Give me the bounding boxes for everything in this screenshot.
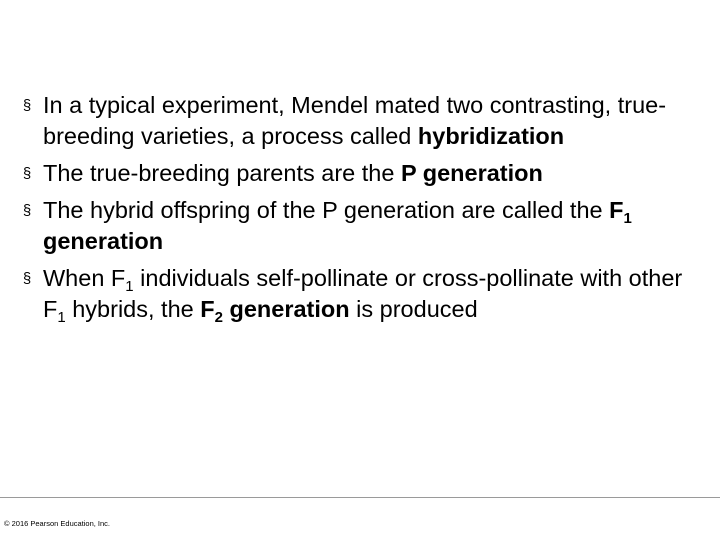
bullet-text: The true-breeding parents are the bbox=[43, 160, 401, 186]
bullet-item-f1-generation bbox=[20, 195, 700, 257]
bullet-item-f2-generation bbox=[20, 263, 700, 325]
subscript: 1 bbox=[57, 309, 66, 326]
bullet-text: The hybrid offspring of the P generation are called the bbox=[43, 197, 610, 223]
bullet-list bbox=[20, 90, 700, 331]
bullet-item-p-generation bbox=[20, 158, 700, 189]
section-bullet-icon bbox=[20, 263, 34, 294]
section-bullet-icon bbox=[20, 90, 34, 121]
bullet-item-hybridization bbox=[20, 90, 700, 152]
bullet-text: hybrids, the bbox=[65, 296, 201, 322]
footer-divider bbox=[0, 497, 720, 498]
key-term: $F_2$ generation bbox=[200, 296, 350, 326]
subscript: 1 bbox=[125, 278, 134, 295]
copyright-notice: © 2016 Pearson Education, Inc. bbox=[4, 519, 111, 528]
bullet-text: individuals self-pollinate or cross-pollinate with other F bbox=[43, 265, 683, 322]
key-term: $F_1$ generation bbox=[43, 197, 632, 254]
key-term: P generation bbox=[400, 160, 543, 186]
key-term: hybridization bbox=[417, 123, 565, 149]
bullet-text: is produced bbox=[349, 296, 478, 322]
bullet-text: When F bbox=[43, 265, 126, 291]
bullet-text: In a typical experiment, Mendel mated two contrasting, true-breeding varieties, a process called bbox=[43, 92, 667, 149]
section-bullet-icon bbox=[20, 158, 34, 189]
section-bullet-icon bbox=[20, 195, 34, 226]
